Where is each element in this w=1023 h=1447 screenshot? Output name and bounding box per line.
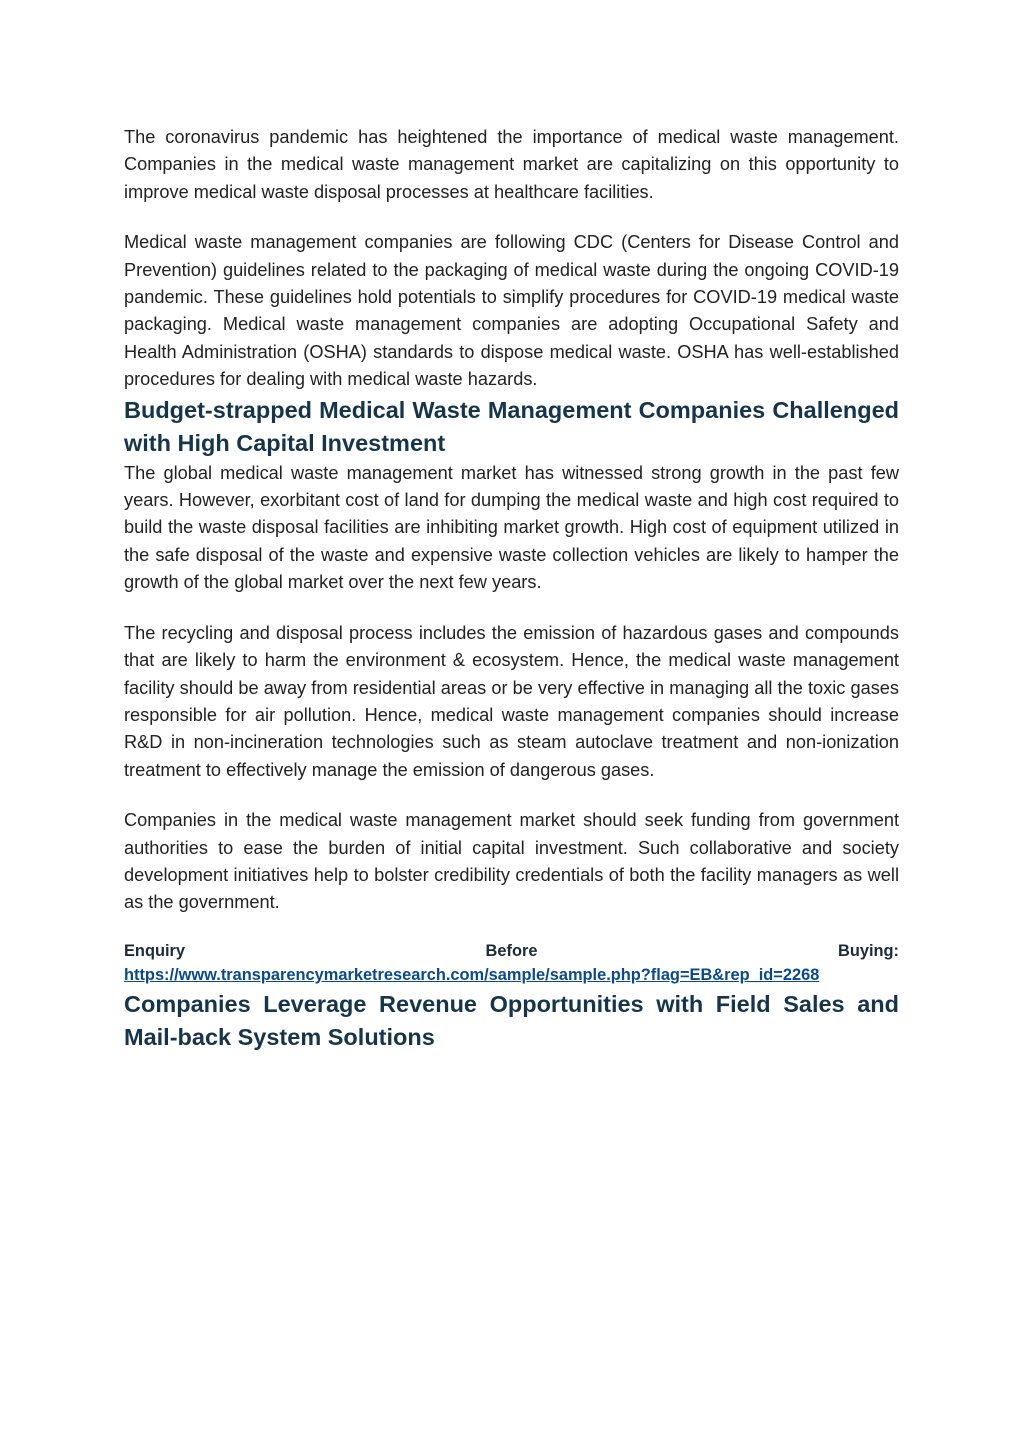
enquiry-label-row — [124, 939, 899, 964]
section-heading-revenue-opportunities: Companies Leverage Revenue Opportunities with Field Sales and Mail-back System Solutions — [124, 990, 899, 1050]
document-page — [124, 124, 899, 1054]
paragraph-market-growth: The global medical waste management market has witnessed strong growth in the past few years. However, exorbitant cost of land for dumping the medical waste and high cost required to build the waste disposal facilities are inhibiting market growth. High cost of equipment utilized in the safe disposal of the waste and expensive waste collection vehicles are likely to hamper the growth of the global market over the next few years. — [124, 462, 899, 593]
paragraph-cdc-guidelines: Medical waste management companies are following CDC (Centers for Disease Control and Prevention) guidelines related to the packaging of medical waste during the ongoing COVID-19 pandemic. These guidelines hold potentials to simplify procedures for COVID-19 medical waste packaging. Medical waste management companies are adopting Occupational Safety and Health Administration (OSHA) standards to dispose medical waste. OSHA has well-established procedures for dealing with medical waste hazards. — [124, 232, 899, 390]
before-label-word: Before — [485, 941, 538, 960]
paragraph-government-funding: Companies in the medical waste management market should seek funding from government authorities to ease the burden of initial capital investment. Such collaborative and society development initiatives help to bolster credibility credentials of both the facility managers as well as the government. — [124, 810, 899, 913]
paragraph-recycling-disposal: The recycling and disposal process includes the emission of hazardous gases and compounds that are likely to harm the environment & ecosystem. Hence, the medical waste management facility should be away from residential areas or be very effective in managing all the toxic gases responsible for air pollution. Hence, medical waste management companies should increase R&D in non-incineration technologies such as steam autoclave treatment and non-ionization treatment to effectively manage the emission of dangerous gases. — [124, 622, 899, 780]
buying-label-word: Buying: — [837, 941, 899, 960]
paragraph-coronavirus-intro: The coronavirus pandemic has heightened the importance of medical waste management. Companies in the medical waste management market are capitalizing on this opportunity to improve medical waste disposal processes at healthcare facilities. — [124, 127, 899, 202]
enquiry-block — [124, 939, 899, 988]
enquiry-sample-link[interactable]: https://www.transparencymarketresearch.com/sample/sample.php?flag=EB&rep_id=2268 — [124, 966, 820, 985]
enquiry-label-word: Enquiry — [124, 941, 186, 960]
section-heading-budget-strapped: Budget-strapped Medical Waste Management Companies Challenged with High Capital Investment — [124, 396, 899, 456]
